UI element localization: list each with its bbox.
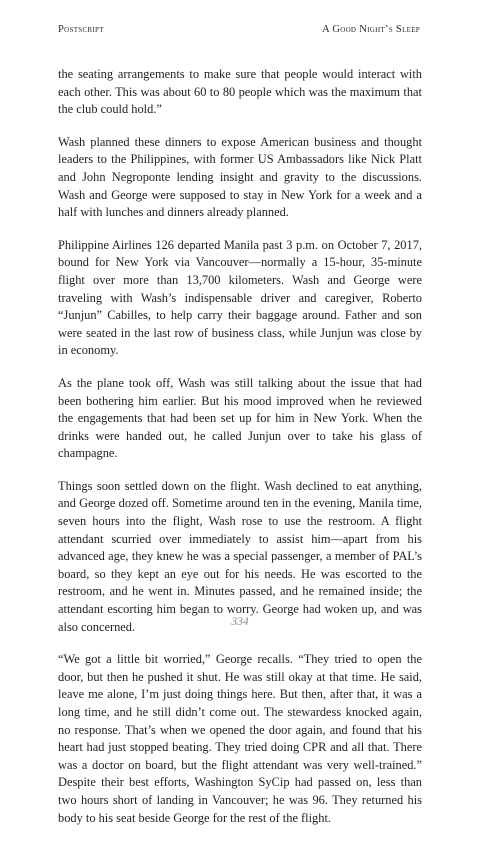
paragraph: Philippine Airlines 126 departed Manila past 3 p.m. on October 7, 2017, bound for New York via Vancouver—normally a 15-hour, 35-minute flight over more than 13,700 kilometers. Wash and George were traveling with Wash’s indispensable driver and caregiver, Roberto “Junjun” Cabilles, to help carry their baggage around. Father and son were seated in the last row of business class, while Junjun was close by in economy. xyxy=(58,237,422,358)
header-section-title: Postscript xyxy=(58,24,104,35)
paragraph: Wash planned these dinners to expose American business and thought leaders to the Philippines, with former US Ambassadors like Nick Platt and John Negroponte lending insight and gravity to the discussions. Wash and George were supposed to stay in New York for a week and a half with lunches and dinners already planned. xyxy=(58,134,422,220)
body-text xyxy=(58,66,422,842)
running-header xyxy=(58,24,420,38)
paragraph: Things soon settled down on the flight. Wash declined to eat anything, and George dozed off. Sometime around ten in the evening, Manila time, seven hours into the flight, Wash rose to use the restroom. A flight attendant scurried over immediately to assist him—apart from his advanced age, they knew he was a special passenger, a member of PAL’s board, so they kept an eye out for his needs. He was escorted to the restroom, and he went in. Minutes passed, and he remained inside; the attendant escorting him began to worry. George had woken up, and was also concerned. xyxy=(58,478,422,634)
paragraph: the seating arrangements to make sure that people would interact with each other. This was about 60 to 80 people which was the maximum that the club could hold.” xyxy=(58,67,422,117)
page-number: 334 xyxy=(231,616,249,628)
paragraph: As the plane took off, Wash was still talking about the issue that had been bothering him earlier. But his mood improved when he reviewed the engagements that had been set up for him in New York. When the drinks were handed out, he called Junjun over to take his glass of champagne. xyxy=(58,375,422,461)
header-chapter-title: A Good Night’s Sleep xyxy=(322,24,420,35)
paragraph: “We got a little bit worried,” George recalls. “They tried to open the door, but then he pushed it shut. He was still okay at that time. He said, leave me alone, I’m just doing things here. But then, after that, it was a long time, and he still didn’t come out. The stewardess knocked again, no response. That’s when we opened the door again, and found that his heart had just stopped beating. They tried doing CPR and all that. There was a doctor on board, but the flight attendant was very well-trained.” Despite their best efforts, Washington SyCip had passed on, less than two hours short of landing in Vancouver; he was 96. They returned his body to his seat beside George for the rest of the flight. xyxy=(58,652,422,825)
